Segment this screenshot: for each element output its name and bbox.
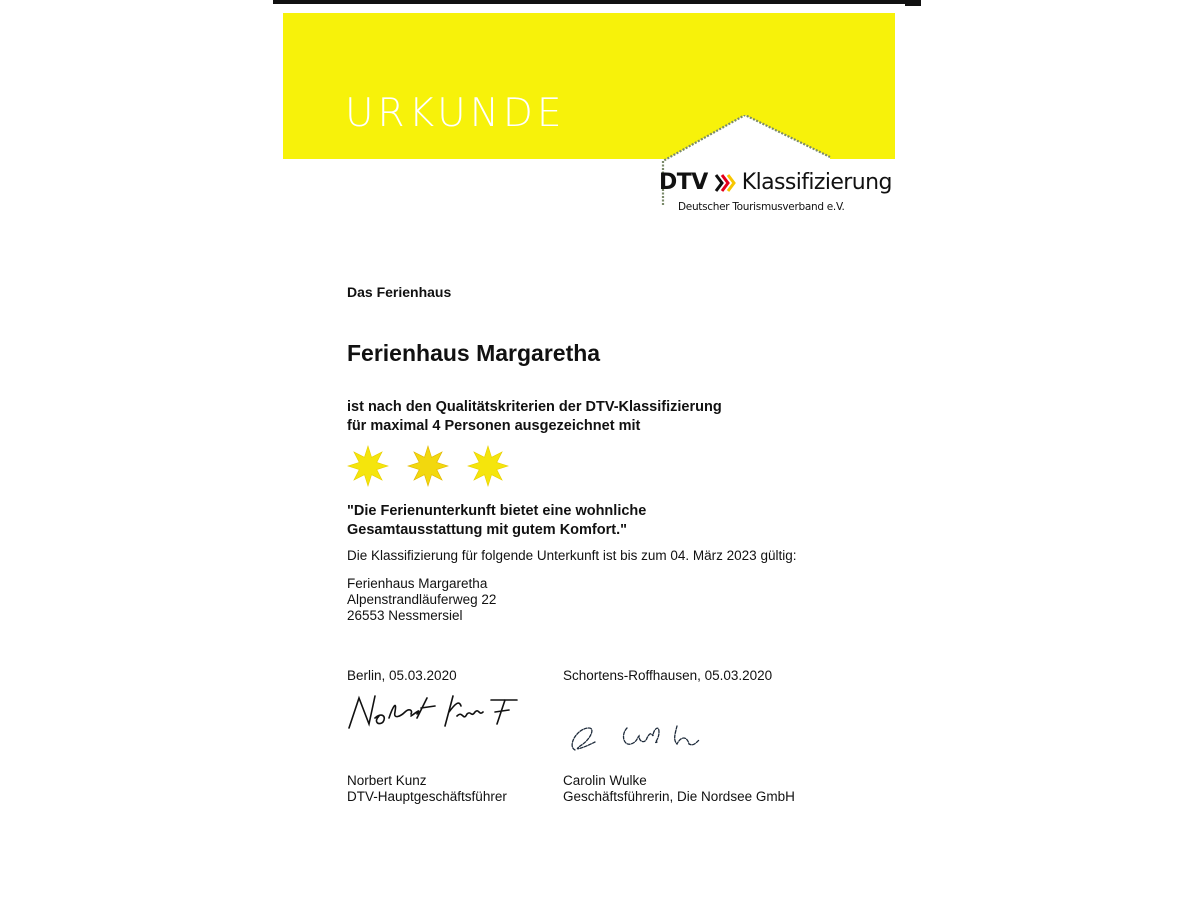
scan-top-edge [273,0,920,4]
scan-top-edge-tail [905,0,921,6]
quote-line-1: "Die Ferienunterkunft bietet eine wohnliche [347,503,647,519]
address-street: Alpenstrandläuferweg 22 [347,592,497,607]
logo-subtitle: Deutscher Tourismusverband e.V. [678,201,845,213]
star-icon [407,445,449,487]
star-rating [347,445,509,487]
quote-line-2: Gesamtausstattung mit gutem Komfort." [347,522,627,538]
address-name: Ferienhaus Margaretha [347,576,488,591]
criteria-line-2: für maximal 4 Personen ausgezeichnet mit [347,418,641,434]
signer-1-role: DTV-Hauptgeschäftsführer [347,789,507,804]
criteria-line-1: ist nach den Qualitätskriterien der DTV-Klassifizierung [347,399,722,415]
signer-1-place-date: Berlin, 05.03.2020 [347,668,457,683]
signer-2-role: Geschäftsführerin, Die Nordsee GmbH [563,789,795,804]
address-city: 26553 Nessmersiel [347,608,463,623]
signature-norbert-kunz [345,690,535,732]
signer-2-name: Carolin Wulke [563,773,647,788]
signature-carolin-wulke [563,718,713,758]
dtv-logo [659,170,892,213]
validity-text: Die Klassifizierung für folgende Unterkunft ist bis zum 04. März 2023 gültig: [347,548,797,563]
chevron-flag-icon [714,172,736,194]
logo-brand: DTV [659,170,708,195]
signer-2-place-date: Schortens-Roffhausen, 05.03.2020 [563,668,773,683]
logo-name: Klassifizierung [741,170,892,195]
signer-1-name: Norbert Kunz [347,773,427,788]
star-icon [467,445,509,487]
star-icon [347,445,389,487]
certificate-title: URKUNDE [345,91,566,136]
property-name: Ferienhaus Margaretha [347,340,601,366]
intro-label: Das Ferienhaus [347,284,452,300]
